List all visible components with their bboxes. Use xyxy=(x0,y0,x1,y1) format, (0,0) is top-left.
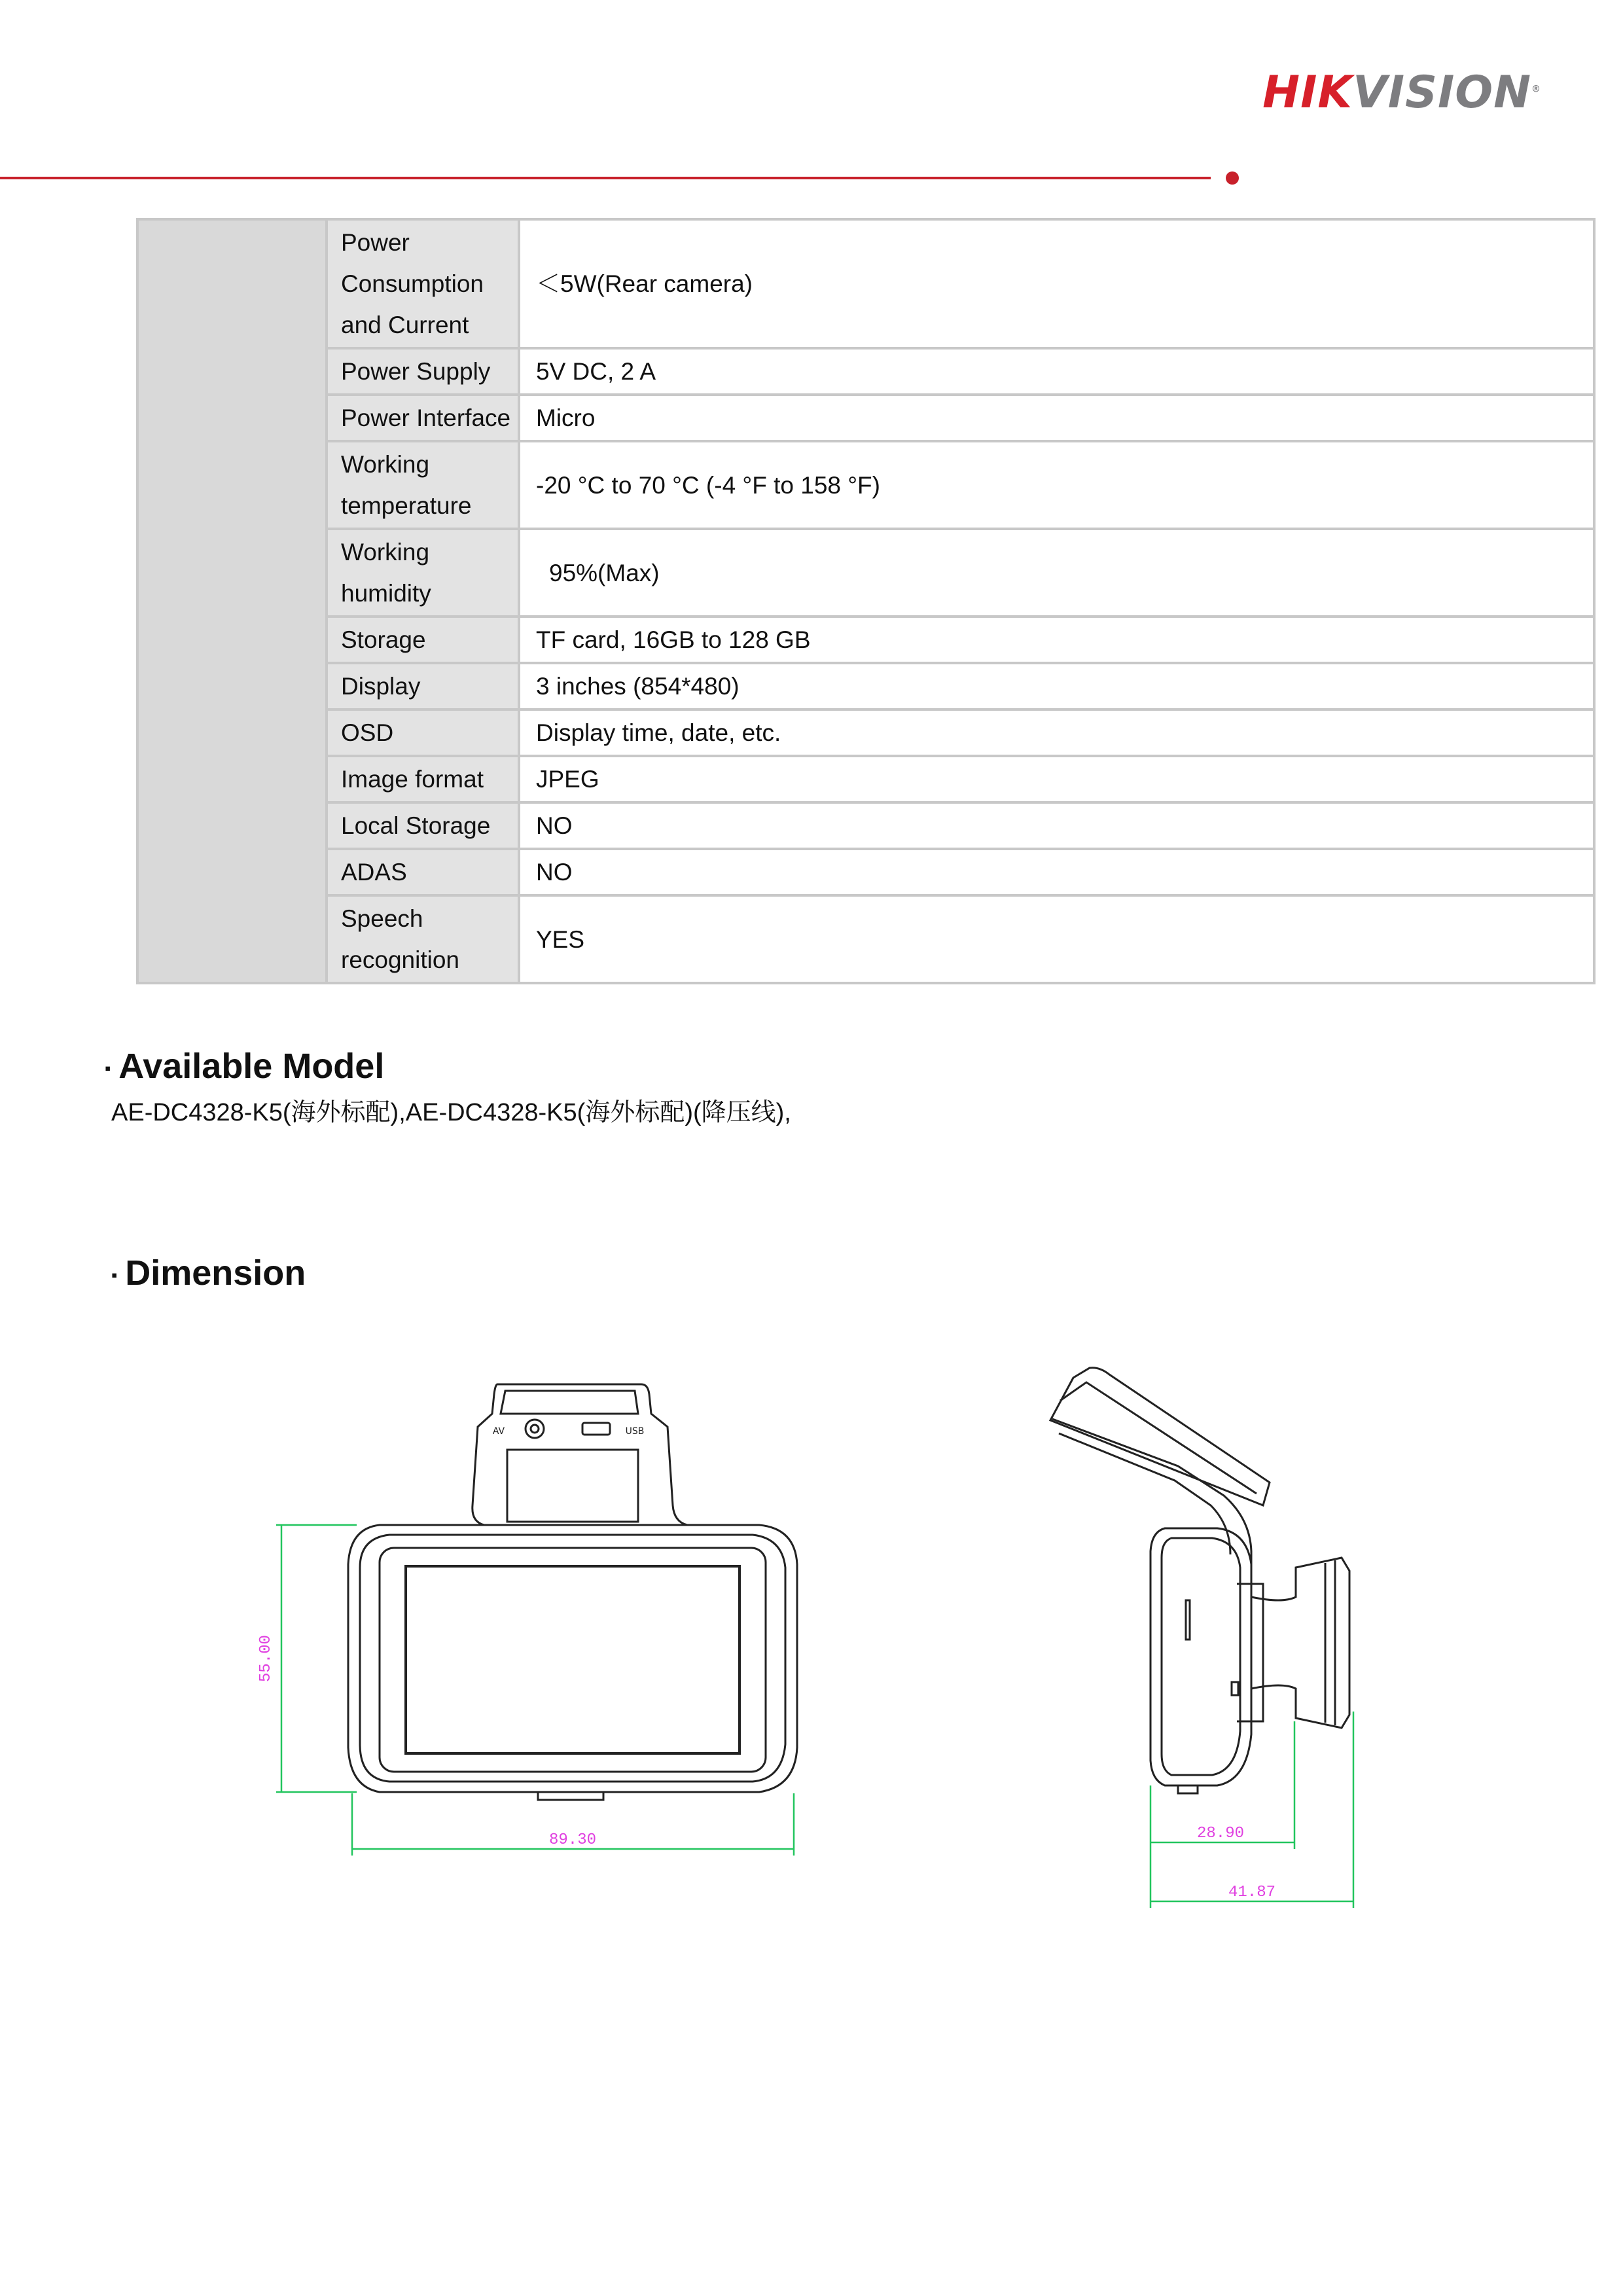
side-dimension-lines xyxy=(1150,1712,1353,1908)
usb-port-label: USB xyxy=(625,1426,645,1437)
header-rule xyxy=(0,177,1211,179)
spec-value: Micro xyxy=(519,395,1594,441)
spec-value: NO xyxy=(519,802,1594,849)
spec-label: Working temperature xyxy=(327,441,519,529)
front-width-label: 89.30 xyxy=(548,1831,597,1849)
spec-label: Power Supply xyxy=(327,348,519,395)
spec-label: ADAS xyxy=(327,849,519,895)
spec-row xyxy=(137,395,1594,441)
available-model-heading: ▪ Available Model xyxy=(105,1047,385,1086)
spec-value: JPEG xyxy=(519,756,1594,802)
spec-label: Storage xyxy=(327,617,519,663)
spec-value: NO xyxy=(519,849,1594,895)
spec-value: TF card, 16GB to 128 GB xyxy=(519,617,1594,663)
spec-label: Working humidity xyxy=(327,529,519,617)
square-bullet-icon: ▪ xyxy=(111,1265,118,1285)
spec-row xyxy=(137,529,1594,617)
spec-row xyxy=(137,617,1594,663)
front-height-label: 55.00 xyxy=(257,1634,275,1683)
spec-value: 5V DC, 2 A xyxy=(519,348,1594,395)
front-view-drawing xyxy=(348,1384,797,1800)
available-model-text: AE-DC4328-K5(海外标配),AE-DC4328-K5(海外标配)(降压线), xyxy=(111,1099,791,1126)
spec-row xyxy=(137,849,1594,895)
spec-row xyxy=(137,441,1594,529)
spec-value: ＜5W(Rear camera) xyxy=(519,219,1594,348)
dimension-heading: ▪ Dimension xyxy=(111,1253,306,1293)
spec-value: YES xyxy=(519,895,1594,983)
av-port-label: AV xyxy=(492,1426,505,1437)
spec-value: Display time, date, etc. xyxy=(519,709,1594,756)
spec-label: OSD xyxy=(327,709,519,756)
front-dimension-lines xyxy=(276,1525,794,1856)
spec-label: Speech recognition xyxy=(327,895,519,983)
spec-row xyxy=(137,709,1594,756)
spec-label: Local Storage xyxy=(327,802,519,849)
hikvision-logo: HIKVISION® xyxy=(1262,67,1541,118)
spec-label: Power Consumption and Current xyxy=(327,219,519,348)
square-bullet-icon: ▪ xyxy=(105,1058,111,1079)
spec-row xyxy=(137,802,1594,849)
spec-row xyxy=(137,219,1594,348)
spec-row xyxy=(137,756,1594,802)
spec-row xyxy=(137,895,1594,983)
spec-row xyxy=(137,663,1594,709)
spec-table xyxy=(136,218,1596,984)
spec-label: Display xyxy=(327,663,519,709)
header-rule-dot xyxy=(1226,171,1239,185)
side-view-drawing xyxy=(1050,1368,1349,1793)
spec-value: -20 °C to 70 °C (-4 °F to 158 °F) xyxy=(519,441,1594,529)
spec-label: Image format xyxy=(327,756,519,802)
spec-label: Power Interface xyxy=(327,395,519,441)
spec-row xyxy=(137,348,1594,395)
side-total-depth-label: 41.87 xyxy=(1228,1884,1276,1901)
spec-group-cell xyxy=(137,219,327,983)
spec-value: 95%(Max) xyxy=(519,529,1594,617)
spec-value: 3 inches (854*480) xyxy=(519,663,1594,709)
side-body-depth-label: 28.90 xyxy=(1196,1825,1245,1842)
